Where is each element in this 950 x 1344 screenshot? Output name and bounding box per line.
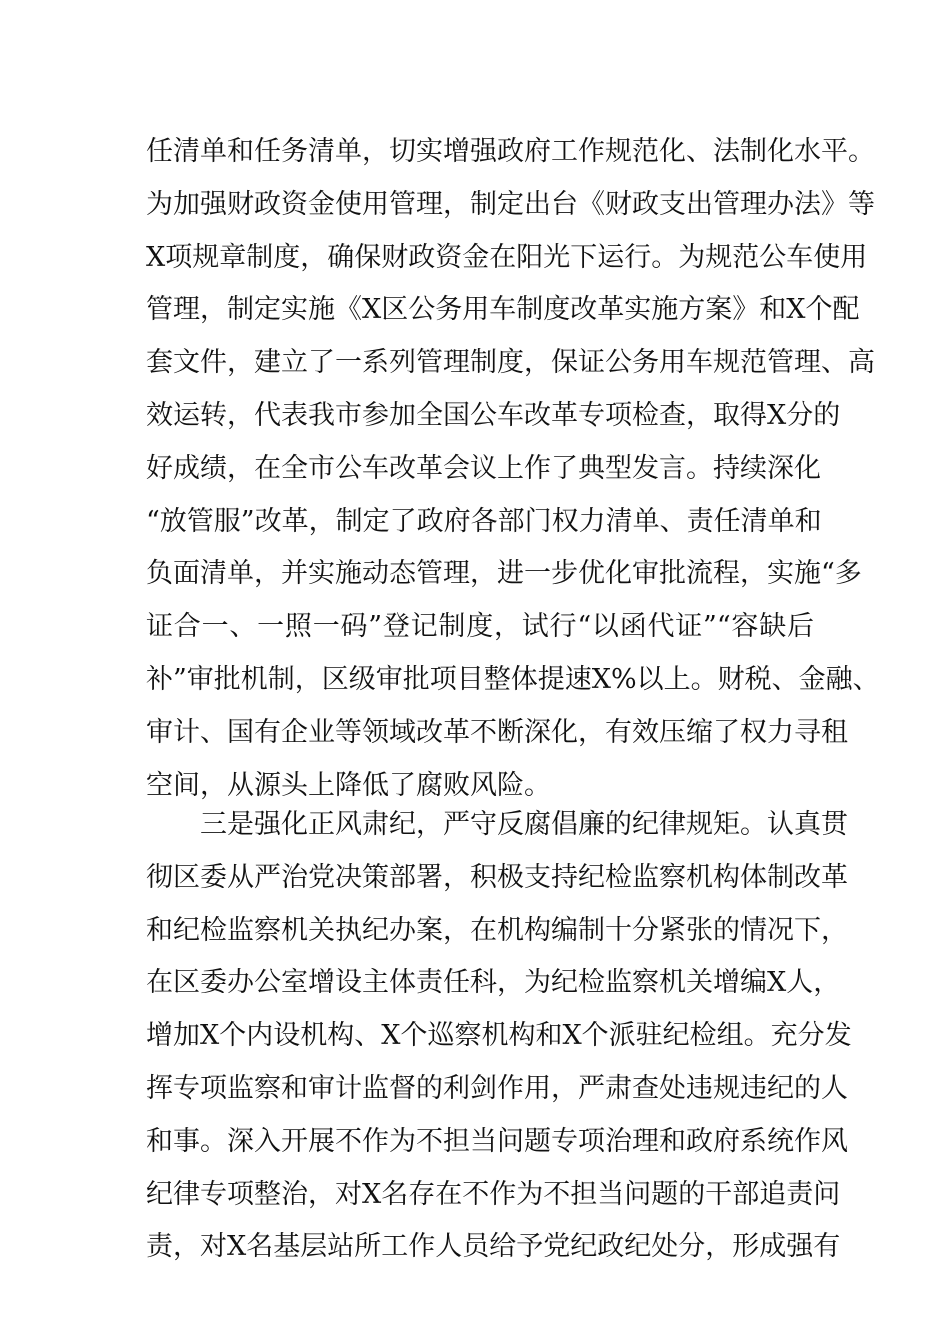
text-line: 三是强化正风肃纪，严守反腐倡廉的纪律规矩。认真贯	[200, 809, 848, 840]
text-line: 为加强财政资金使用管理，制定出台《财政支出管理办法》等	[146, 188, 875, 220]
text-line: 审计、国有企业等领域改革不断深化，有效压缩了权力寻租	[146, 716, 848, 748]
text-line: 好成绩，在全市公车改革会议上作了典型发言。持续深化	[146, 452, 821, 484]
text-line: 补”审批机制，区级审批项目整体提速X%以上。财税、金融、	[146, 663, 880, 695]
text-line: 彻区委从严治党决策部署，积极支持纪检监察机构体制改革	[146, 861, 848, 893]
text-line: 负面清单，并实施动态管理，进一步优化审批流程，实施“多	[146, 558, 862, 590]
text-line: 纪律专项整治，对X名存在不作为不担当问题的干部追责问	[146, 1178, 841, 1210]
text-line: 责，对X名基层站所工作人员给予党纪政纪处分，形成强有	[146, 1231, 841, 1263]
text-line: 和事。深入开展不作为不担当问题专项治理和政府系统作风	[146, 1125, 848, 1157]
text-line: 增加X个内设机构、X个巡察机构和X个派驻纪检组。充分发	[146, 1020, 852, 1052]
text-line: 效运转，代表我市参加全国公车改革专项检查，取得X分的	[146, 399, 841, 431]
text-line: 证合一、一照一码”登记制度，试行“以函代证”“容缺后	[146, 611, 814, 643]
text-line: 任清单和任务清单，切实增强政府工作规范化、法制化水平。	[146, 136, 875, 167]
text-line: 在区委办公室增设主体责任科，为纪检监察机关增编X人，	[146, 967, 841, 999]
text-line: 挥专项监察和审计监督的利剑作用，严肃查处违规违纪的人	[146, 1072, 848, 1104]
paragraph-2	[146, 799, 852, 1274]
text-line: “放管服”改革，制定了政府各部门权力清单、责任清单和	[146, 505, 822, 537]
text-line: 套文件，建立了一系列管理制度，保证公务用车规范管理、高	[146, 347, 875, 379]
text-line: 和纪检监察机关执纪办案，在机构编制十分紧张的情况下，	[146, 914, 848, 946]
text-line: 空间，从源头上降低了腐败风险。	[146, 769, 551, 801]
paragraph-1	[146, 126, 880, 812]
text-line: 管理，制定实施《X区公务用车制度改革实施方案》和X个配	[146, 294, 860, 326]
text-line: X项规章制度，确保财政资金在阳光下运行。为规范公车使用	[146, 241, 868, 273]
